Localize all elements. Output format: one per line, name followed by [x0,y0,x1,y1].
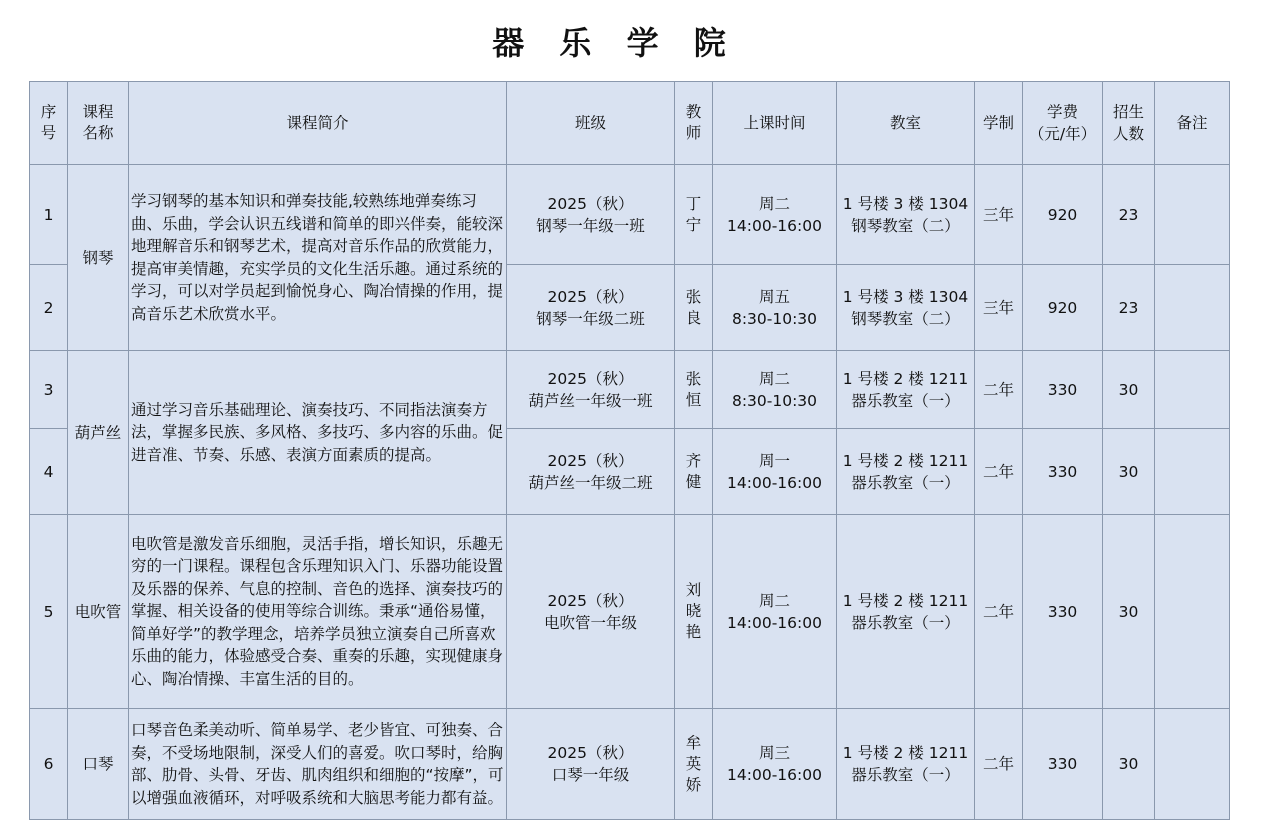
room-cell: 1 号楼 2 楼 1211 器乐教室（一） [837,515,975,709]
header-time: 上课时间 [713,82,837,165]
table-row [30,515,1230,709]
teacher-cell: 丁宁 [675,165,713,265]
header-remark: 备注 [1155,82,1230,165]
duration-cell: 二年 [975,709,1023,820]
quota-cell: 23 [1103,265,1155,351]
seq-cell: 4 [30,429,68,515]
remark-cell [1155,165,1230,265]
room-cell: 1 号楼 2 楼 1211 器乐教室（一） [837,351,975,429]
course-name: 电吹管 [68,515,129,709]
quota-cell: 30 [1103,709,1155,820]
class-cell: 2025（秋） 口琴一年级 [507,709,675,820]
course-intro: 通过学习音乐基础理论、演奏技巧、不同指法演奏方法，掌握多民族、多风格、多技巧、多内容的乐曲。促进音准、节奏、乐感、表演方面素质的提高。 [129,351,507,515]
class-cell: 2025（秋） 葫芦丝一年级一班 [507,351,675,429]
time-cell: 周二 8:30-10:30 [713,351,837,429]
class-cell: 2025（秋） 钢琴一年级一班 [507,165,675,265]
teacher-cell: 刘晓艳 [675,515,713,709]
course-name: 钢琴 [68,165,129,351]
header-name: 课程名称 [68,82,129,165]
remark-cell [1155,515,1230,709]
table-row [30,709,1230,820]
header-teacher: 教师 [675,82,713,165]
header-intro: 课程简介 [129,82,507,165]
header-seq: 序号 [30,82,68,165]
course-name: 口琴 [68,709,129,820]
header-duration: 学制 [975,82,1023,165]
remark-cell [1155,709,1230,820]
duration-cell: 三年 [975,265,1023,351]
fee-cell: 330 [1023,709,1103,820]
table-row [30,165,1230,265]
time-cell: 周一 14:00-16:00 [713,429,837,515]
header-class: 班级 [507,82,675,165]
table-row [30,351,1230,429]
time-cell: 周五 8:30-10:30 [713,265,837,351]
room-cell: 1 号楼 2 楼 1211 器乐教室（一） [837,709,975,820]
course-intro: 学习钢琴的基本知识和弹奏技能,较熟练地弹奏练习曲、乐曲，学会认识五线谱和简单的即兴伴奏，能较深地理解音乐和钢琴艺术，提高对音乐作品的欣赏能力，提高审美情趣，充实学员的文化生活乐趣。通过系统的学习，可以对学员起到愉悦身心、陶冶情操的作用，提高音乐艺术欣赏水平。 [129,165,507,351]
room-cell: 1 号楼 3 楼 1304 钢琴教室（二） [837,165,975,265]
quota-cell: 30 [1103,515,1155,709]
seq-cell: 1 [30,165,68,265]
quota-cell: 30 [1103,351,1155,429]
class-cell: 2025（秋） 电吹管一年级 [507,515,675,709]
quota-cell: 30 [1103,429,1155,515]
seq-cell: 5 [30,515,68,709]
time-cell: 周三 14:00-16:00 [713,709,837,820]
remark-cell [1155,351,1230,429]
duration-cell: 三年 [975,165,1023,265]
remark-cell [1155,265,1230,351]
header-quota: 招生 人数 [1103,82,1155,165]
teacher-cell: 张恒 [675,351,713,429]
fee-cell: 920 [1023,165,1103,265]
teacher-cell: 张良 [675,265,713,351]
room-cell: 1 号楼 3 楼 1304 钢琴教室（二） [837,265,975,351]
quota-cell: 23 [1103,165,1155,265]
header-row [30,82,1230,165]
fee-cell: 330 [1023,429,1103,515]
seq-cell: 6 [30,709,68,820]
seq-cell: 3 [30,351,68,429]
class-cell: 2025（秋） 钢琴一年级二班 [507,265,675,351]
class-cell: 2025（秋） 葫芦丝一年级二班 [507,429,675,515]
course-intro: 电吹管是激发音乐细胞，灵活手指，增长知识，乐趣无穷的一门课程。课程包含乐理知识入门、乐器功能设置及乐器的保养、气息的控制、音色的选择、演奏技巧的掌握、相关设备的使用等综合训练。秉承“通俗易懂，简单好学”的教学理念，培养学员独立演奏自己所喜欢乐曲的能力，体验感受合奏、重奏的乐趣，实现健康身心、陶冶情操、丰富生活的目的。 [129,515,507,709]
remark-cell [1155,429,1230,515]
fee-cell: 920 [1023,265,1103,351]
course-intro: 口琴音色柔美动听、简单易学、老少皆宜、可独奏、合奏，不受场地限制，深受人们的喜爱。吹口琴时，给胸部、肋骨、头骨、牙齿、肌肉组织和细胞的“按摩”，可以增强血液循环，对呼吸系统和大脑思考能力都有益。 [129,709,507,820]
duration-cell: 二年 [975,515,1023,709]
fee-cell: 330 [1023,515,1103,709]
course-table [29,81,1230,820]
room-cell: 1 号楼 2 楼 1211 器乐教室（一） [837,429,975,515]
course-name: 葫芦丝 [68,351,129,515]
teacher-cell: 牟英娇 [675,709,713,820]
time-cell: 周二 14:00-16:00 [713,165,837,265]
header-room: 教室 [837,82,975,165]
fee-cell: 330 [1023,351,1103,429]
time-cell: 周二 14:00-16:00 [713,515,837,709]
page-title: 器 乐 学 院 [492,24,738,62]
seq-cell: 2 [30,265,68,351]
duration-cell: 二年 [975,429,1023,515]
header-fee: 学费 （元/年） [1023,82,1103,165]
duration-cell: 二年 [975,351,1023,429]
teacher-cell: 齐健 [675,429,713,515]
